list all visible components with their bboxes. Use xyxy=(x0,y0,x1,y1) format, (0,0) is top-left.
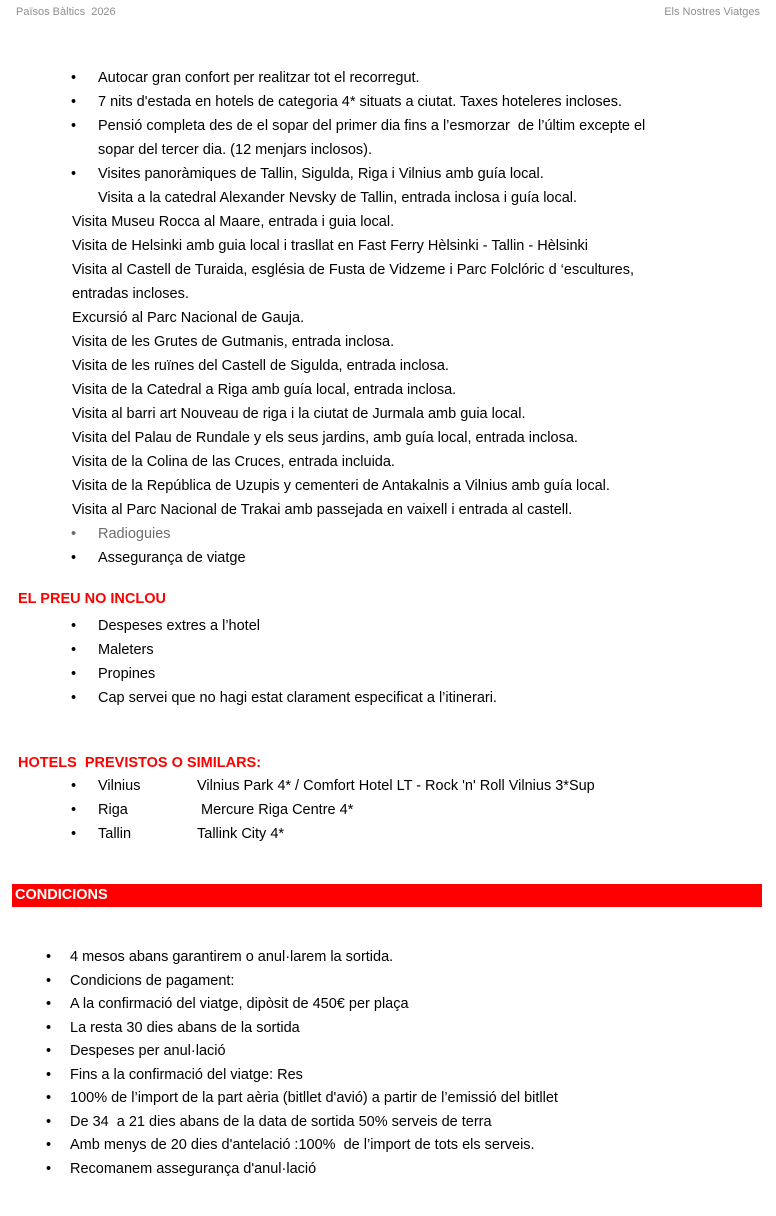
list-item-text: Visita de la Colina de las Cruces, entrada incluida. xyxy=(72,454,395,470)
list-item xyxy=(0,970,776,994)
bullet-icon: • xyxy=(46,1043,52,1059)
hotels-list xyxy=(0,774,776,846)
list-item-text: Condicions de pagament: xyxy=(70,972,235,989)
list-item xyxy=(0,66,776,90)
list-item xyxy=(0,114,776,138)
list-item xyxy=(0,186,776,210)
list-item-text: 7 nits d'estada en hotels de categoria 4* situats a ciutat. Taxes hoteleres incloses. xyxy=(98,94,623,110)
price-not-included-heading: EL PREU NO INCLOU xyxy=(18,591,166,607)
hotel-row xyxy=(0,822,776,846)
list-item xyxy=(0,450,776,474)
list-item xyxy=(0,1064,776,1088)
list-item-text: Propines xyxy=(98,666,156,682)
list-item-text: Visita de les Grutes de Gutmanis, entrada inclosa. xyxy=(72,334,395,350)
hotel-city: Riga xyxy=(98,802,128,818)
list-item-text: A la confirmació del viatge, dipòsit de 450€ per plaça xyxy=(70,996,409,1012)
list-item xyxy=(0,378,776,402)
list-item-text: Visita Museu Rocca al Maare, entrada i guia local. xyxy=(72,214,395,230)
list-item-text: Visita de Helsinki amb guia local i trasllat en Fast Ferry Hèlsinki - Tallin - Hèlsinki xyxy=(72,238,589,254)
list-item xyxy=(0,614,776,638)
list-item-text: Excursió al Parc Nacional de Gauja. xyxy=(72,310,305,326)
bullet-icon: • xyxy=(71,166,77,182)
list-item-text: Visita del Palau de Rundale y els seus jardins, amb guía local, entrada inclosa. xyxy=(72,430,578,446)
bullet-icon: • xyxy=(71,642,77,658)
header-doc-title: Països Bàltics 2026 xyxy=(16,6,116,18)
list-item-text: Fins a la confirmació del viatge: Res xyxy=(70,1066,303,1083)
list-item-text: Visita al Parc Nacional de Trakai amb passejada en vaixell i entrada al castell. xyxy=(72,502,573,518)
list-item-text: Recomanem assegurança d'anul·lació xyxy=(70,1160,317,1177)
list-item xyxy=(0,138,776,162)
bullet-icon: • xyxy=(46,1160,52,1177)
list-item xyxy=(0,946,776,970)
list-item xyxy=(0,1111,776,1135)
list-item-text: Pensió completa des de el sopar del primer dia fins a l’esmorzar de l’últim excepte el xyxy=(98,118,646,134)
list-item xyxy=(0,474,776,498)
list-item-text: 100% de l’import de la part aèria (bitllet d'avió) a partir de l’emissió del bitllet xyxy=(70,1090,558,1106)
list-item xyxy=(0,993,776,1017)
bullet-icon: • xyxy=(71,778,77,794)
list-item xyxy=(0,662,776,686)
hotel-city: Tallin xyxy=(98,826,132,842)
list-item xyxy=(0,426,776,450)
bullet-icon: • xyxy=(46,1090,52,1106)
hotel-name: Tallink City 4* xyxy=(197,826,285,842)
list-item xyxy=(0,282,776,306)
list-item xyxy=(0,638,776,662)
hotel-name: Vilnius Park 4* / Comfort Hotel LT - Rock 'n' Roll Vilnius 3*Sup xyxy=(197,778,595,794)
hotel-city: Vilnius xyxy=(98,778,141,794)
list-item-text: Visites panoràmiques de Tallin, Sigulda, Riga i Vilnius amb guía local. xyxy=(98,166,544,182)
list-item-text: 4 mesos abans garantirem o anul·larem la sortida. xyxy=(70,949,394,965)
list-item-text: Amb menys de 20 dies d'antelació :100% de l’import de tots els serveis. xyxy=(70,1137,535,1153)
list-item-text: La resta 30 dies abans de la sortida xyxy=(70,1019,300,1036)
hotel-row xyxy=(0,798,776,822)
bullet-icon: • xyxy=(71,550,77,566)
bullet-icon: • xyxy=(46,1019,52,1036)
list-item-text: Cap servei que no hagi estat clarament especificat a l’itinerari. xyxy=(98,690,497,706)
bullet-icon: • xyxy=(71,666,77,682)
price-not-included-list xyxy=(0,614,776,710)
hotels-heading: HOTELS PREVISTOS O SIMILARS: xyxy=(18,755,262,771)
list-item xyxy=(0,90,776,114)
list-item-text: Visita de la República de Uzupis y cementeri de Antakalnis a Vilnius amb guía local. xyxy=(72,478,610,494)
bullet-icon: • xyxy=(71,118,77,134)
list-item xyxy=(0,402,776,426)
condicions-banner: CONDICIONS xyxy=(12,884,762,907)
list-item xyxy=(0,1134,776,1158)
bullet-icon: • xyxy=(71,690,77,706)
list-item xyxy=(0,686,776,710)
bullet-icon: • xyxy=(46,1066,52,1083)
list-item-text: entradas incloses. xyxy=(72,286,189,302)
bullet-icon: • xyxy=(46,996,52,1012)
list-item xyxy=(0,306,776,330)
page-header xyxy=(0,0,776,20)
list-item xyxy=(0,1017,776,1041)
list-item xyxy=(0,1158,776,1182)
list-item-text: Visita de la Catedral a Riga amb guía local, entrada inclosa. xyxy=(72,382,457,398)
list-item xyxy=(0,546,776,570)
bullet-icon: • xyxy=(71,70,77,86)
list-item-text: sopar del tercer dia. (12 menjars inclosos). xyxy=(98,142,373,158)
conditions-list xyxy=(0,946,776,1181)
list-item xyxy=(0,498,776,522)
list-item-text: Radioguies xyxy=(98,526,171,542)
bullet-icon: • xyxy=(71,802,77,818)
hotel-row xyxy=(0,774,776,798)
list-item xyxy=(0,1040,776,1064)
list-item-text: Visita a la catedral Alexander Nevsky de Tallin, entrada inclosa i guía local. xyxy=(98,190,578,206)
bullet-icon: • xyxy=(71,94,77,110)
list-item-text: De 34 a 21 dies abans de la data de sortida 50% serveis de terra xyxy=(70,1113,492,1130)
list-item-text: Despeses extres a l’hotel xyxy=(98,618,260,634)
bullet-icon: • xyxy=(46,1113,52,1130)
list-item xyxy=(0,162,776,186)
list-item xyxy=(0,1087,776,1111)
bullet-icon: • xyxy=(46,1137,52,1153)
bullet-icon: • xyxy=(71,618,77,634)
bullet-icon: • xyxy=(71,526,77,542)
bullet-icon: • xyxy=(46,949,52,965)
list-item-text: Visita al barri art Nouveau de riga i la ciutat de Jurmala amb guia local. xyxy=(72,406,526,422)
list-item-text: Assegurança de viatge xyxy=(98,550,246,566)
list-item xyxy=(0,354,776,378)
list-item xyxy=(0,258,776,282)
list-item xyxy=(0,210,776,234)
hotel-name: Mercure Riga Centre 4* xyxy=(197,802,354,818)
list-item xyxy=(0,522,776,546)
list-item-text: Despeses per anul·lació xyxy=(70,1043,226,1059)
bullet-icon: • xyxy=(46,972,52,989)
bullet-icon: • xyxy=(71,826,77,842)
list-item-text: Visita al Castell de Turaida, església de Fusta de Vidzeme i Parc Folclóric d ‘escultures, xyxy=(72,262,635,278)
header-agency-name: Els Nostres Viatges xyxy=(664,6,760,18)
list-item-text: Visita de les ruïnes del Castell de Sigulda, entrada inclosa. xyxy=(72,358,449,374)
list-item xyxy=(0,234,776,258)
included-services-list xyxy=(0,66,776,570)
list-item-text: Autocar gran confort per realitzar tot el recorregut. xyxy=(98,70,420,86)
list-item xyxy=(0,330,776,354)
list-item-text: Maleters xyxy=(98,642,154,658)
